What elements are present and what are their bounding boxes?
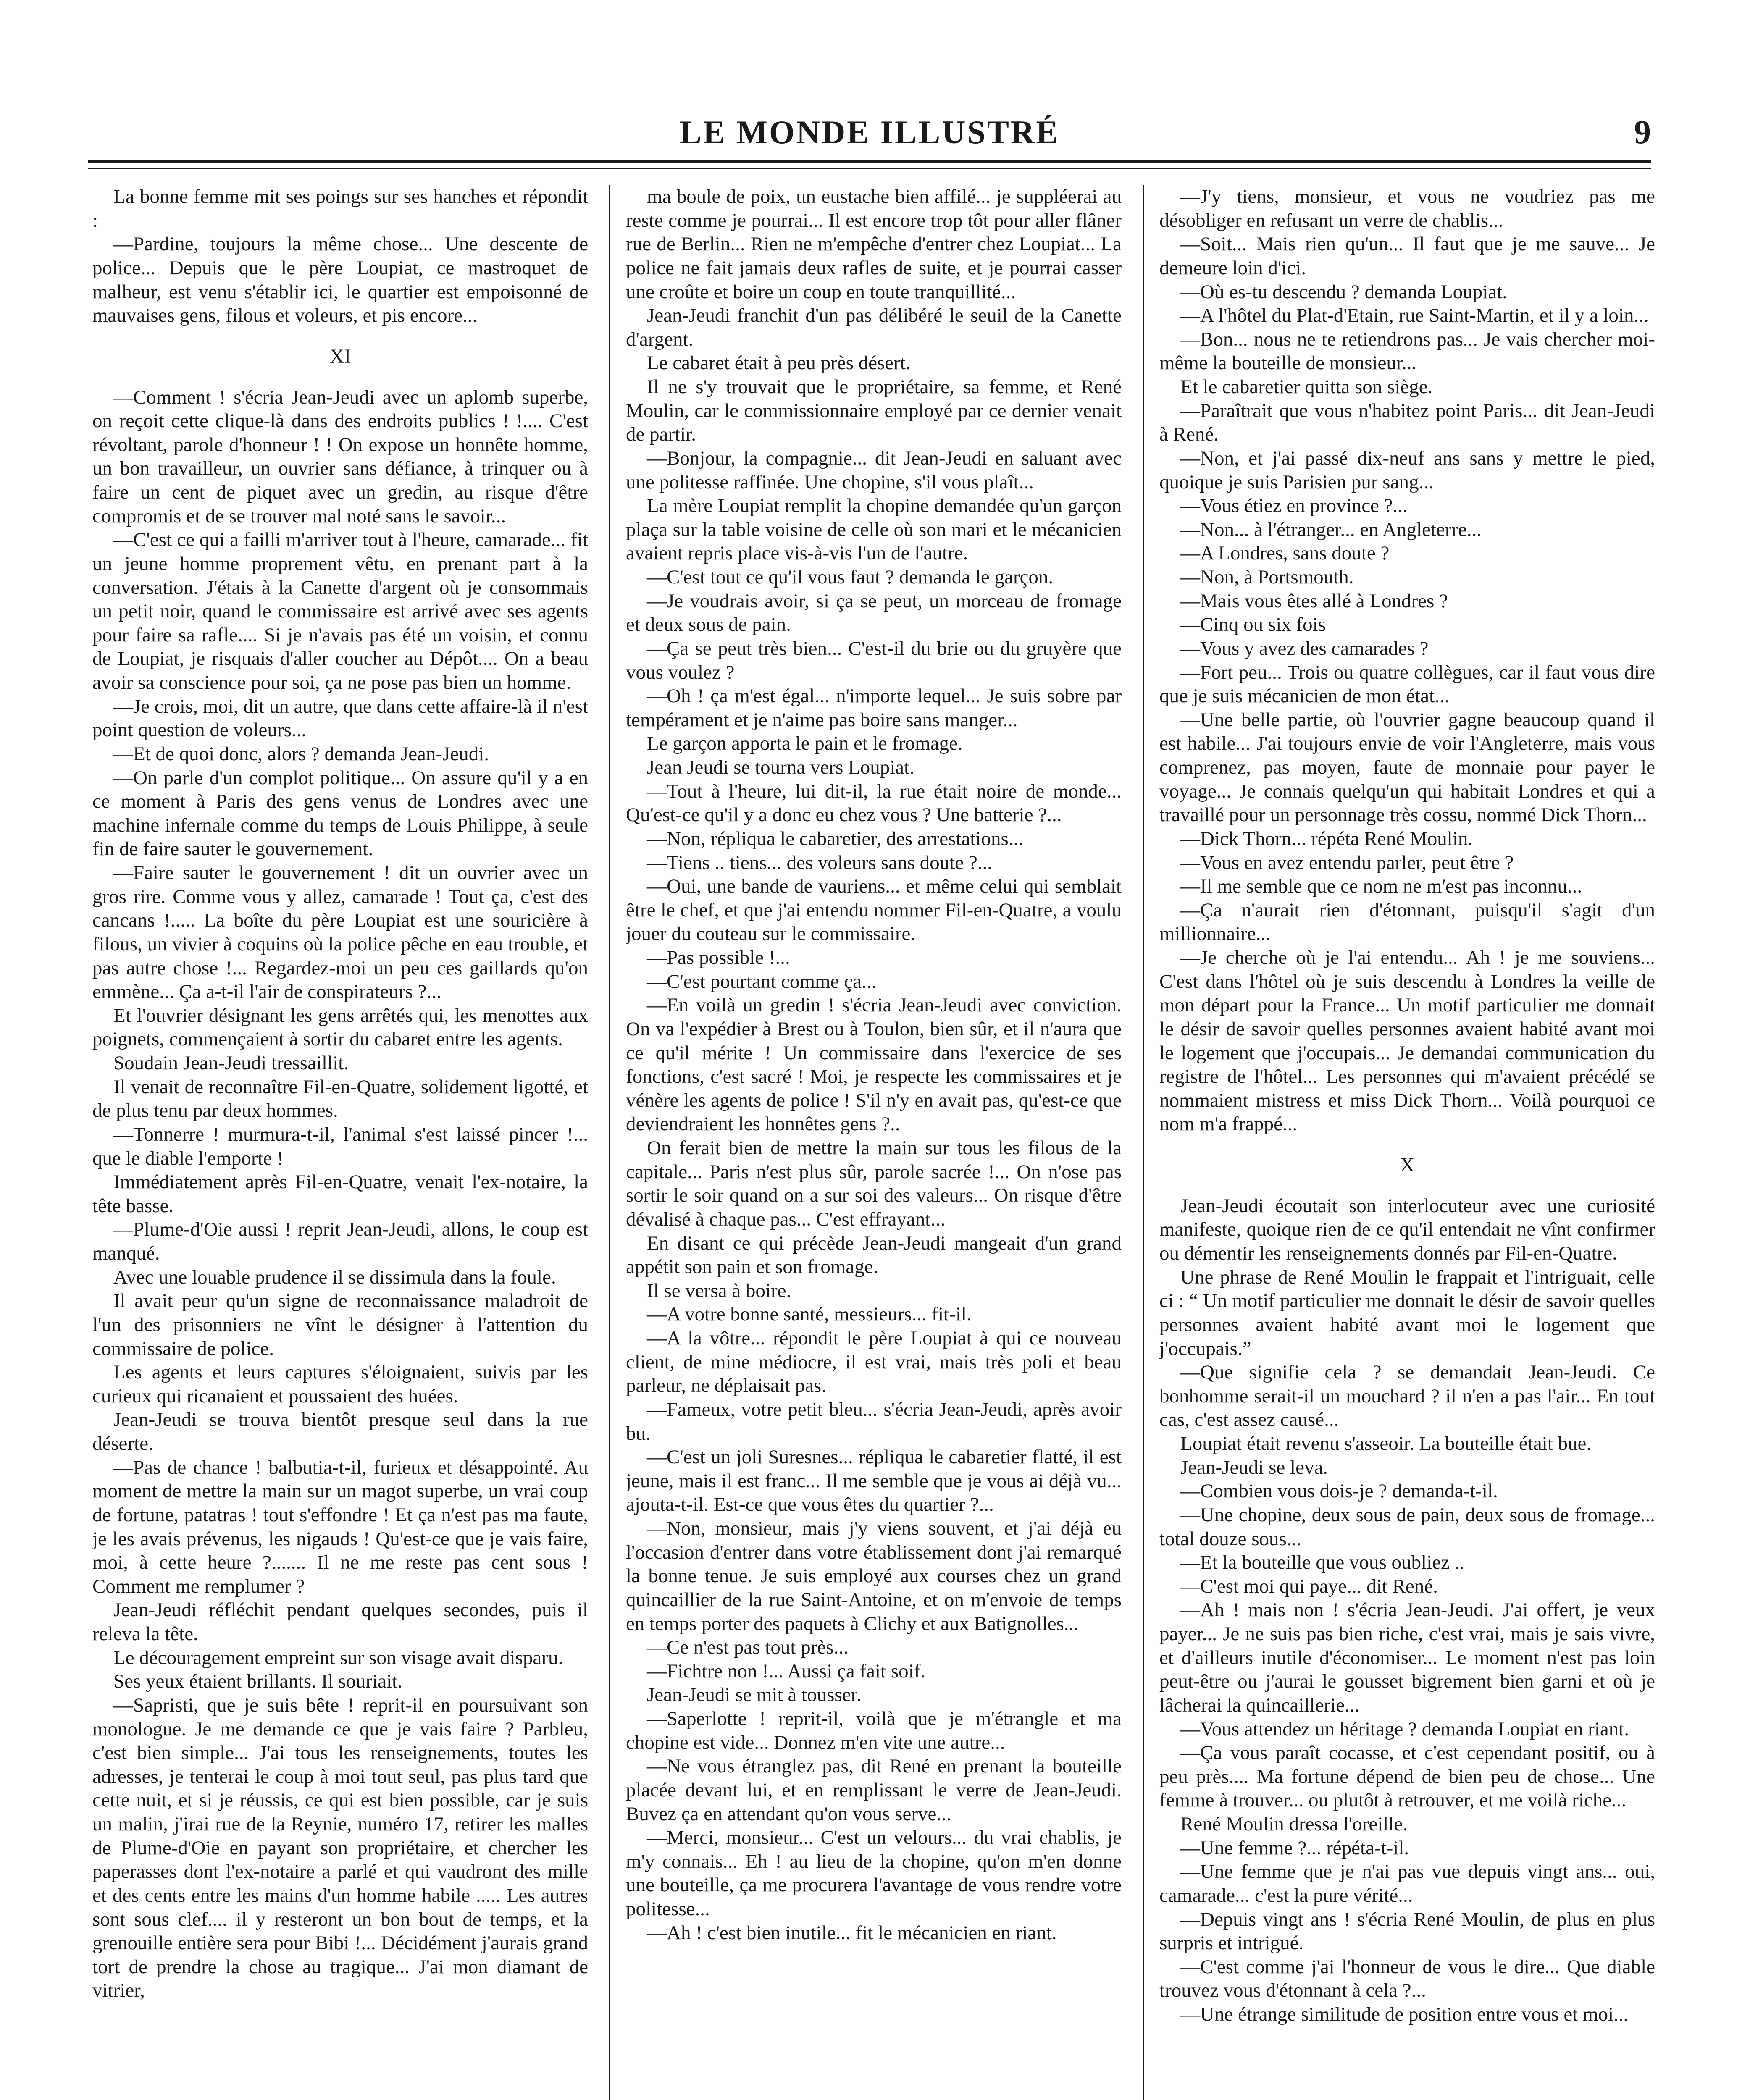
paragraph: —Tiens .. tiens... des voleurs sans doute ?...	[647, 851, 993, 874]
paragraph: La bonne femme mit ses poings sur ses hanches et répondit :	[92, 186, 588, 231]
paragraph: —Faire sauter le gouvernement ! dit un ouvrier avec un gros rire. Comme vous y allez, camarade ! Tout ça, c'est des cancans !..... La boîte du père Loupiat est une souricière à filous, un vivier à coquins où la police pêche en eau trouble, et pas autre chose !... Regardez-moi un peu ces gaillards qu'on emmène... Ça a-t-il l'air de conspirateurs ?...	[92, 862, 588, 1003]
paragraph: —Je voudrais avoir, si ça se peut, un morceau de fromage et deux sous de pain.	[626, 590, 1122, 636]
paragraph: —Une étrange similitude de position entre vous et moi...	[1180, 2003, 1629, 2026]
paragraph: Immédiatement après Fil-en-Quatre, venait l'ex-notaire, la tête basse.	[92, 1171, 588, 1217]
paragraph: ma boule de poix, un eustache bien affilé... je suppléerai au reste comme je pourrai... Il est encore trop tôt pour aller flâner rue de Berlin... Rien ne m'empêche d'entrer chez Loupiat... La police ne fait jamais deux rafles de suite, et je pourrai casser une croûte et boire un coup en toute tranquillité...	[626, 186, 1122, 303]
paragraph: —Pardine, toujours la même chose... Une descente de police... Depuis que le père Loupiat, ce mastroquet de malheur, est venu s'établir ici, le quartier est empoisonné de mauvaises gens, filous et voleurs, et pis encore...	[92, 233, 588, 327]
paragraph: —Que signifie cela ? se demandait Jean-Jeudi. Ce bonhomme serait-il un mouchard ? il n'en a pas l'air... En tout cas, c'est assez causé...	[1159, 1361, 1655, 1431]
paragraph: —Vous étiez en province ?...	[1180, 495, 1408, 517]
paragraph: —Soit... Mais rien qu'un... Il faut que je me sauve... Je demeure loin d'ici.	[1159, 233, 1655, 279]
paragraph: —Fort peu... Trois ou quatre collègues, car il faut vous dire que je suis mécanicien de mon état...	[1159, 661, 1655, 707]
paragraph: —C'est un joli Suresnes... répliqua le cabaretier flatté, il est jeune, mais il est franc... Il me semble que je vous ai déjà vu... ajouta-t-il. Est-ce que vous êtes du quartier ?...	[626, 1446, 1122, 1516]
paragraph: —Ah ! mais non ! s'écria Jean-Jeudi. J'ai offert, je veux payer... Je ne suis pas bien riche, c'est vrai, mais je sais vivre, et d'ailleurs inutile d'économiser... Le moment n'est pas loin peut-être ou j'aurai le gousset bigrement bien garni et où je lâcherai la quincaillerie...	[1159, 1599, 1655, 1716]
paragraph: —Vous attendez un héritage ? demanda Loupiat en riant.	[1180, 1718, 1629, 1740]
paragraph: On ferait bien de mettre la main sur tous les filous de la capitale... Paris n'est plus sûr, parole sacrée !... On n'ose pas sortir le soir quand on a sur soi des valeurs... On risque d'être dévalisé à chaque pas... C'est effrayant...	[626, 1137, 1122, 1230]
paragraph: Jean-Jeudi réfléchit pendant quelques secondes, puis il releva la tête.	[92, 1599, 588, 1645]
paragraph: —Ça vous paraît cocasse, et c'est cependant positif, ou à peu près.... Ma fortune dépend de bien peu de chose... Une femme à trouver... ou plutôt à retrouver, et me voilà riche...	[1159, 1742, 1655, 1811]
paragraph: —Il me semble que ce nom ne m'est pas inconnu...	[1180, 875, 1582, 898]
paragraph: —Bonjour, la compagnie... dit Jean-Jeudi en saluant avec une politesse raffinée. Une chopine, s'il vous plaît...	[626, 447, 1122, 493]
paragraph: Les agents et leurs captures s'éloignaient, suivis par les curieux qui ricanaient et poussaient des huées.	[92, 1361, 588, 1407]
paragraph: —Non, et j'ai passé dix-neuf ans sans y mettre le pied, quoique je suis Parisien pur sang...	[1159, 447, 1655, 493]
paragraph: —Oh ! ça m'est égal... n'importe lequel... Je suis sobre par tempérament et je n'aime pas boire sans manger...	[626, 685, 1122, 731]
paragraph: Le cabaret était à peu près désert.	[647, 352, 911, 374]
paragraph: Jean-Jeudi se trouva bientôt presque seul dans la rue déserte.	[92, 1409, 588, 1455]
paragraph: —Ça n'aurait rien d'étonnant, puisqu'il s'agit d'un millionnaire...	[1159, 899, 1655, 945]
paragraph: Jean-Jeudi se mit à tousser.	[647, 1684, 862, 1706]
paragraph: —C'est ce qui a failli m'arriver tout à l'heure, camarade... fit un jeune homme proprement vêtu, en prenant part à la conversation. J'étais à la Canette d'argent où je consommais un petit noir, quand le commissaire est arrivé avec ses agents pour faire sa rafle.... Si je n'avais pas été un voisin, et connu de Loupiat, je risquais d'aller coucher au Dépôt.... On a beau avoir sa conscience pour soi, ça ne pose pas bien un homme.	[92, 529, 588, 694]
paragraph: —Merci, monsieur... C'est un velours... du vrai chablis, je m'y connais... Eh ! au lieu de la chopine, qu'on m'en donne une bouteille, ça me procurera l'avantage de vous rendre votre politesse...	[626, 1827, 1122, 1920]
paragraph: Il se versa à boire.	[647, 1279, 791, 1302]
paragraph: —Non, à Portsmouth.	[1180, 566, 1354, 588]
paragraph: —Bon... nous ne te retiendrons pas... Je vais chercher moi-même la bouteille de monsieur...	[1159, 328, 1655, 374]
paragraph: —Une femme ?... répéta-t-il.	[1180, 1837, 1409, 1859]
paragraph: —Pas possible !...	[647, 947, 790, 969]
page-header	[88, 113, 1651, 160]
chapter-heading: XI	[329, 345, 351, 368]
chapter-heading: X	[1400, 1154, 1415, 1176]
paragraph: —A Londres, sans doute ?	[1180, 542, 1390, 564]
paragraph: —Sapristi, que je suis bête ! reprit-il en poursuivant son monologue. Je me demande ce que je vais faire ? Parbleu, c'est bien simple... J'ai tous les renseignements, toutes les adresses, je tenterai le coup à moi tout seul, pas plus tard que cette nuit, et si je réussis, ce qui est bien possible, car je suis un malin, j'irai rue de la Reynie, numéro 17, retirer les malles de Plume-d'Oie en payant son propriétaire, et chercher les paperasses dont l'ex-notaire a parlé et qui vaudront des mille et des cents entre les mains d'un homme habile ..... Les autres sont sous clef.... il y resteront un bon bout de temps, et la grenouille entière sera pour Bibi !... Décidément j'aurais grand tort de prendre la chose au tragique... J'ai mon diamant de vitrier,	[92, 1694, 588, 2002]
paragraph: —J'y tiens, monsieur, et vous ne voudriez pas me désobliger en refusant un verre de chablis...	[1159, 186, 1655, 231]
paragraph: —Tout à l'heure, lui dit-il, la rue était noire de monde... Qu'est-ce qu'il y a donc eu chez vous ? Une batterie ?...	[626, 780, 1122, 826]
paragraph: Jean-Jeudi franchit d'un pas délibéré le seuil de la Canette d'argent.	[626, 304, 1122, 350]
paragraph: —Fichtre non !... Aussi ça fait soif.	[647, 1660, 926, 1682]
paragraph: —Je crois, moi, dit un autre, que dans cette affaire-là il n'est point question de voleurs...	[92, 695, 588, 741]
paragraph: Avec une louable prudence il se dissimula dans la foule.	[113, 1266, 556, 1288]
paragraph: —Pas de chance ! balbutia-t-il, furieux et désappointé. Au moment de mettre la main sur un magot superbe, un vrai coup de fortune, patatras ! tout s'effondre ! Et ça n'est pas ma faute, je les avais prévenus, les nigauds ! Qu'est-ce que je vais faire, moi, à cette heure ?....... Il ne me reste pas cent sous ! Comment me remplumer ?	[92, 1456, 588, 1597]
paragraph: —Dick Thorn... répéta René Moulin.	[1180, 827, 1473, 850]
text-column-2	[626, 185, 1122, 2100]
paragraph: —Tonnerre ! murmura-t-il, l'animal s'est laissé pincer !... que le diable l'emporte !	[92, 1123, 588, 1169]
paragraph: —A la vôtre... répondit le père Loupiat à qui ce nouveau client, de mine médiocre, il est vrai, mais très poli et beau parleur, ne déplaisait pas.	[626, 1327, 1122, 1397]
paragraph: —Ce n'est pas tout près...	[647, 1636, 849, 1659]
paragraph: —Une belle partie, où l'ouvrier gagne beaucoup quand il est habile... J'ai toujours envie de voir l'Angleterre, mais vous comprenez, pas moyen, faute de monnaie pour payer le voyage... Je connais quelqu'un qui habitait Londres et qui a travaillé pour un personnage très cossu, nommé Dick Thorn...	[1159, 709, 1655, 826]
paragraph: —Où es-tu descendu ? demanda Loupiat.	[1180, 281, 1507, 303]
paragraph: —Oui, une bande de vauriens... et même celui qui semblait être le chef, et que j'ai entendu nommer Fil-en-Quatre, a voulu jouer du couteau sur le commissaire.	[626, 875, 1122, 945]
paragraph: —Ne vous étranglez pas, dit René en prenant la bouteille placée devant lui, et en remplissant le verre de Jean-Jeudi. Buvez ça en attendant qu'on vous serve...	[626, 1755, 1122, 1825]
page-number: 9	[1634, 114, 1651, 151]
column-divider-1	[609, 185, 610, 2100]
paragraph: —Une femme que je n'ai pas vue depuis vingt ans... oui, camarade... c'est la pure vérité...	[1159, 1861, 1655, 1906]
paragraph: La mère Loupiat remplit la chopine demandée qu'un garçon plaça sur la table voisine de celle où son mari et le mécanicien avaient repris place vis-à-vis l'un de l'autre.	[626, 495, 1122, 564]
paragraph: Soudain Jean-Jeudi tressaillit.	[113, 1052, 349, 1074]
paragraph: —Combien vous dois-je ? demanda-t-il.	[1180, 1480, 1498, 1502]
paragraph: —Non... à l'étranger... en Angleterre...	[1180, 518, 1482, 541]
paragraph: —Fameux, votre petit bleu... s'écria Jean-Jeudi, après avoir bu.	[626, 1398, 1122, 1444]
paragraph: Le garçon apporta le pain et le fromage.	[647, 732, 963, 755]
paragraph: Il avait peur qu'un signe de reconnaissance maladroit de l'un des prisonniers ne vînt le désigner à l'attention du commissaire de police.	[92, 1290, 588, 1360]
column-divider-2	[1143, 185, 1144, 2100]
paragraph: —Cinq ou six fois	[1180, 614, 1326, 636]
paragraph: —Vous y avez des camarades ?	[1180, 637, 1429, 659]
paragraph: —C'est pourtant comme ça...	[647, 970, 877, 992]
text-column-1	[92, 185, 588, 2100]
paragraph: —On parle d'un complot politique... On assure qu'il y a en ce moment à Paris des gens venus de Londres avec une machine infernale comme du temps de Louis Philippe, à seule fin de faire sauter le gouvernement.	[92, 766, 588, 860]
header-rule-thin	[88, 168, 1651, 169]
paragraph: Jean-Jeudi écoutait son interlocuteur avec une curiosité manifeste, quoique rien de ce qu'il entendait ne vînt confirmer ou démentir les renseignements donnés par Fil-en-Quatre.	[1159, 1194, 1655, 1265]
paragraph: Jean Jeudi se tourna vers Loupiat.	[647, 756, 914, 778]
paragraph: Jean-Jeudi se leva.	[1180, 1456, 1328, 1478]
paragraph: Le découragement empreint sur son visage avait disparu.	[113, 1646, 563, 1669]
paragraph: Et le cabaretier quitta son siège.	[1180, 376, 1433, 398]
paragraph: Il venait de reconnaître Fil-en-Quatre, solidement ligotté, et de plus tenu par deux hommes.	[92, 1076, 588, 1122]
paragraph: —En voilà un gredin ! s'écria Jean-Jeudi avec conviction. On va l'expédier à Brest ou à Toulon, bien sûr, et il n'aura que ce qu'il mérite ! Un commissaire dans l'exercice de ses fonctions, c'est sacré ! Moi, je respecte les commissaires et je vénère les agents de police ! S'il n'y en avait pas, qu'est-ce que deviendraient les honnêtes gens ?..	[626, 994, 1122, 1135]
paragraph: —Paraîtrait que vous n'habitez point Paris... dit Jean-Jeudi à René.	[1159, 399, 1655, 446]
paragraph: En disant ce qui précède Jean-Jeudi mangeait d'un grand appétit son pain et son fromage.	[626, 1232, 1122, 1278]
paragraph: —Comment ! s'écria Jean-Jeudi avec un aplomb superbe, on reçoit cette clique-là dans des endroits publics ! !.... C'est révoltant, parole d'honneur ! ! On expose un honnête homme, un bon travailleur, un ouvrier sans défiance, à trinquer ou à faire un cent de piquet avec un gredin, au risque d'être compromis et de se trouver mal noté sans le savoir...	[92, 386, 588, 527]
paragraph: —Saperlotte ! reprit-il, voilà que je m'étrangle et ma chopine est vide... Donnez m'en vite une autre...	[626, 1708, 1122, 1754]
paragraph: —Mais vous êtes allé à Londres ?	[1180, 590, 1448, 612]
paragraph: —Non, répliqua le cabaretier, des arrestations...	[647, 827, 1023, 850]
paragraph: —C'est tout ce qu'il vous faut ? demanda le garçon.	[647, 566, 1054, 588]
paragraph: —Plume-d'Oie aussi ! reprit Jean-Jeudi, allons, le coup est manqué.	[92, 1218, 588, 1265]
paragraph: Une phrase de René Moulin le frappait et l'intriguait, celle ci : “ Un motif particulier me donnait le désir de savoir quelles personnes avaient habité avant moi le logement que j'occupais.”	[1159, 1266, 1655, 1360]
paragraph: Il ne s'y trouvait que le propriétaire, sa femme, et René Moulin, car le commissionnaire employé par ce dernier venait de partir.	[626, 376, 1122, 446]
header-rule	[88, 160, 1651, 163]
paragraph: —Depuis vingt ans ! s'écria René Moulin, de plus en plus surpris et intrigué.	[1159, 1908, 1655, 1954]
paragraph: —C'est moi qui paye... dit René.	[1180, 1575, 1438, 1597]
paragraph: —Non, monsieur, mais j'y viens souvent, et j'ai déjà eu l'occasion d'entrer dans votre établissement dont j'ai remarqué la bonne tenue. Je suis employé aux courses chez un grand quincaillier de la rue Saint-Antoine, et on m'envoie de temps en temps porter des paquets à Clichy et aux Batignolles...	[626, 1517, 1122, 1635]
paragraph: —A l'hôtel du Plat-d'Etain, rue Saint-Martin, et il y a loin...	[1180, 304, 1649, 327]
paragraph: —A votre bonne santé, messieurs... fit-il.	[647, 1303, 972, 1326]
paragraph: —C'est comme j'ai l'honneur de vous le dire... Que diable trouvez vous d'étonnant à cela ?...	[1159, 1956, 1655, 2002]
paragraph: René Moulin dressa l'oreille.	[1180, 1813, 1408, 1835]
paragraph: Ses yeux étaient brillants. Il souriait.	[113, 1670, 402, 1693]
text-column-3	[1159, 185, 1655, 2100]
paragraph: —Je cherche où je l'ai entendu... Ah ! je me souviens... C'est dans l'hôtel où je suis descendu à Londres la veille de mon départ pour la France... Un motif particulier me donnait le désir de savoir quelles personnes avaient habité avant moi le logement que j'occupais... Je demandai communication du registre de l'hôtel... Les personnes qui m'avaient précédé se nommaient mistress et miss Dick Thorn... Voilà pourquoi ce nom m'a frappé...	[1159, 947, 1655, 1135]
paragraph: —Ça se peut très bien... C'est-il du brie ou du gruyère que vous voulez ?	[626, 637, 1122, 683]
paragraph: —Vous en avez entendu parler, peut être ?	[1180, 851, 1514, 874]
paragraph: Et l'ouvrier désignant les gens arrêtés qui, les menottes aux poignets, commençaient à sortir du cabaret entre les agents.	[92, 1004, 588, 1050]
masthead-title: LE MONDE ILLUSTRÉ	[679, 114, 1060, 150]
paragraph: —Et de quoi donc, alors ? demanda Jean-Jeudi.	[113, 743, 489, 765]
paragraph: —Une chopine, deux sous de pain, deux sous de fromage... total douze sous...	[1159, 1504, 1655, 1550]
paragraph: —Ah ! c'est bien inutile... fit le mécanicien en riant.	[647, 1922, 1057, 1944]
paragraph: —Et la bouteille que vous oubliez ..	[1180, 1551, 1465, 1574]
paragraph: Loupiat était revenu s'asseoir. La bouteille était bue.	[1180, 1433, 1592, 1455]
